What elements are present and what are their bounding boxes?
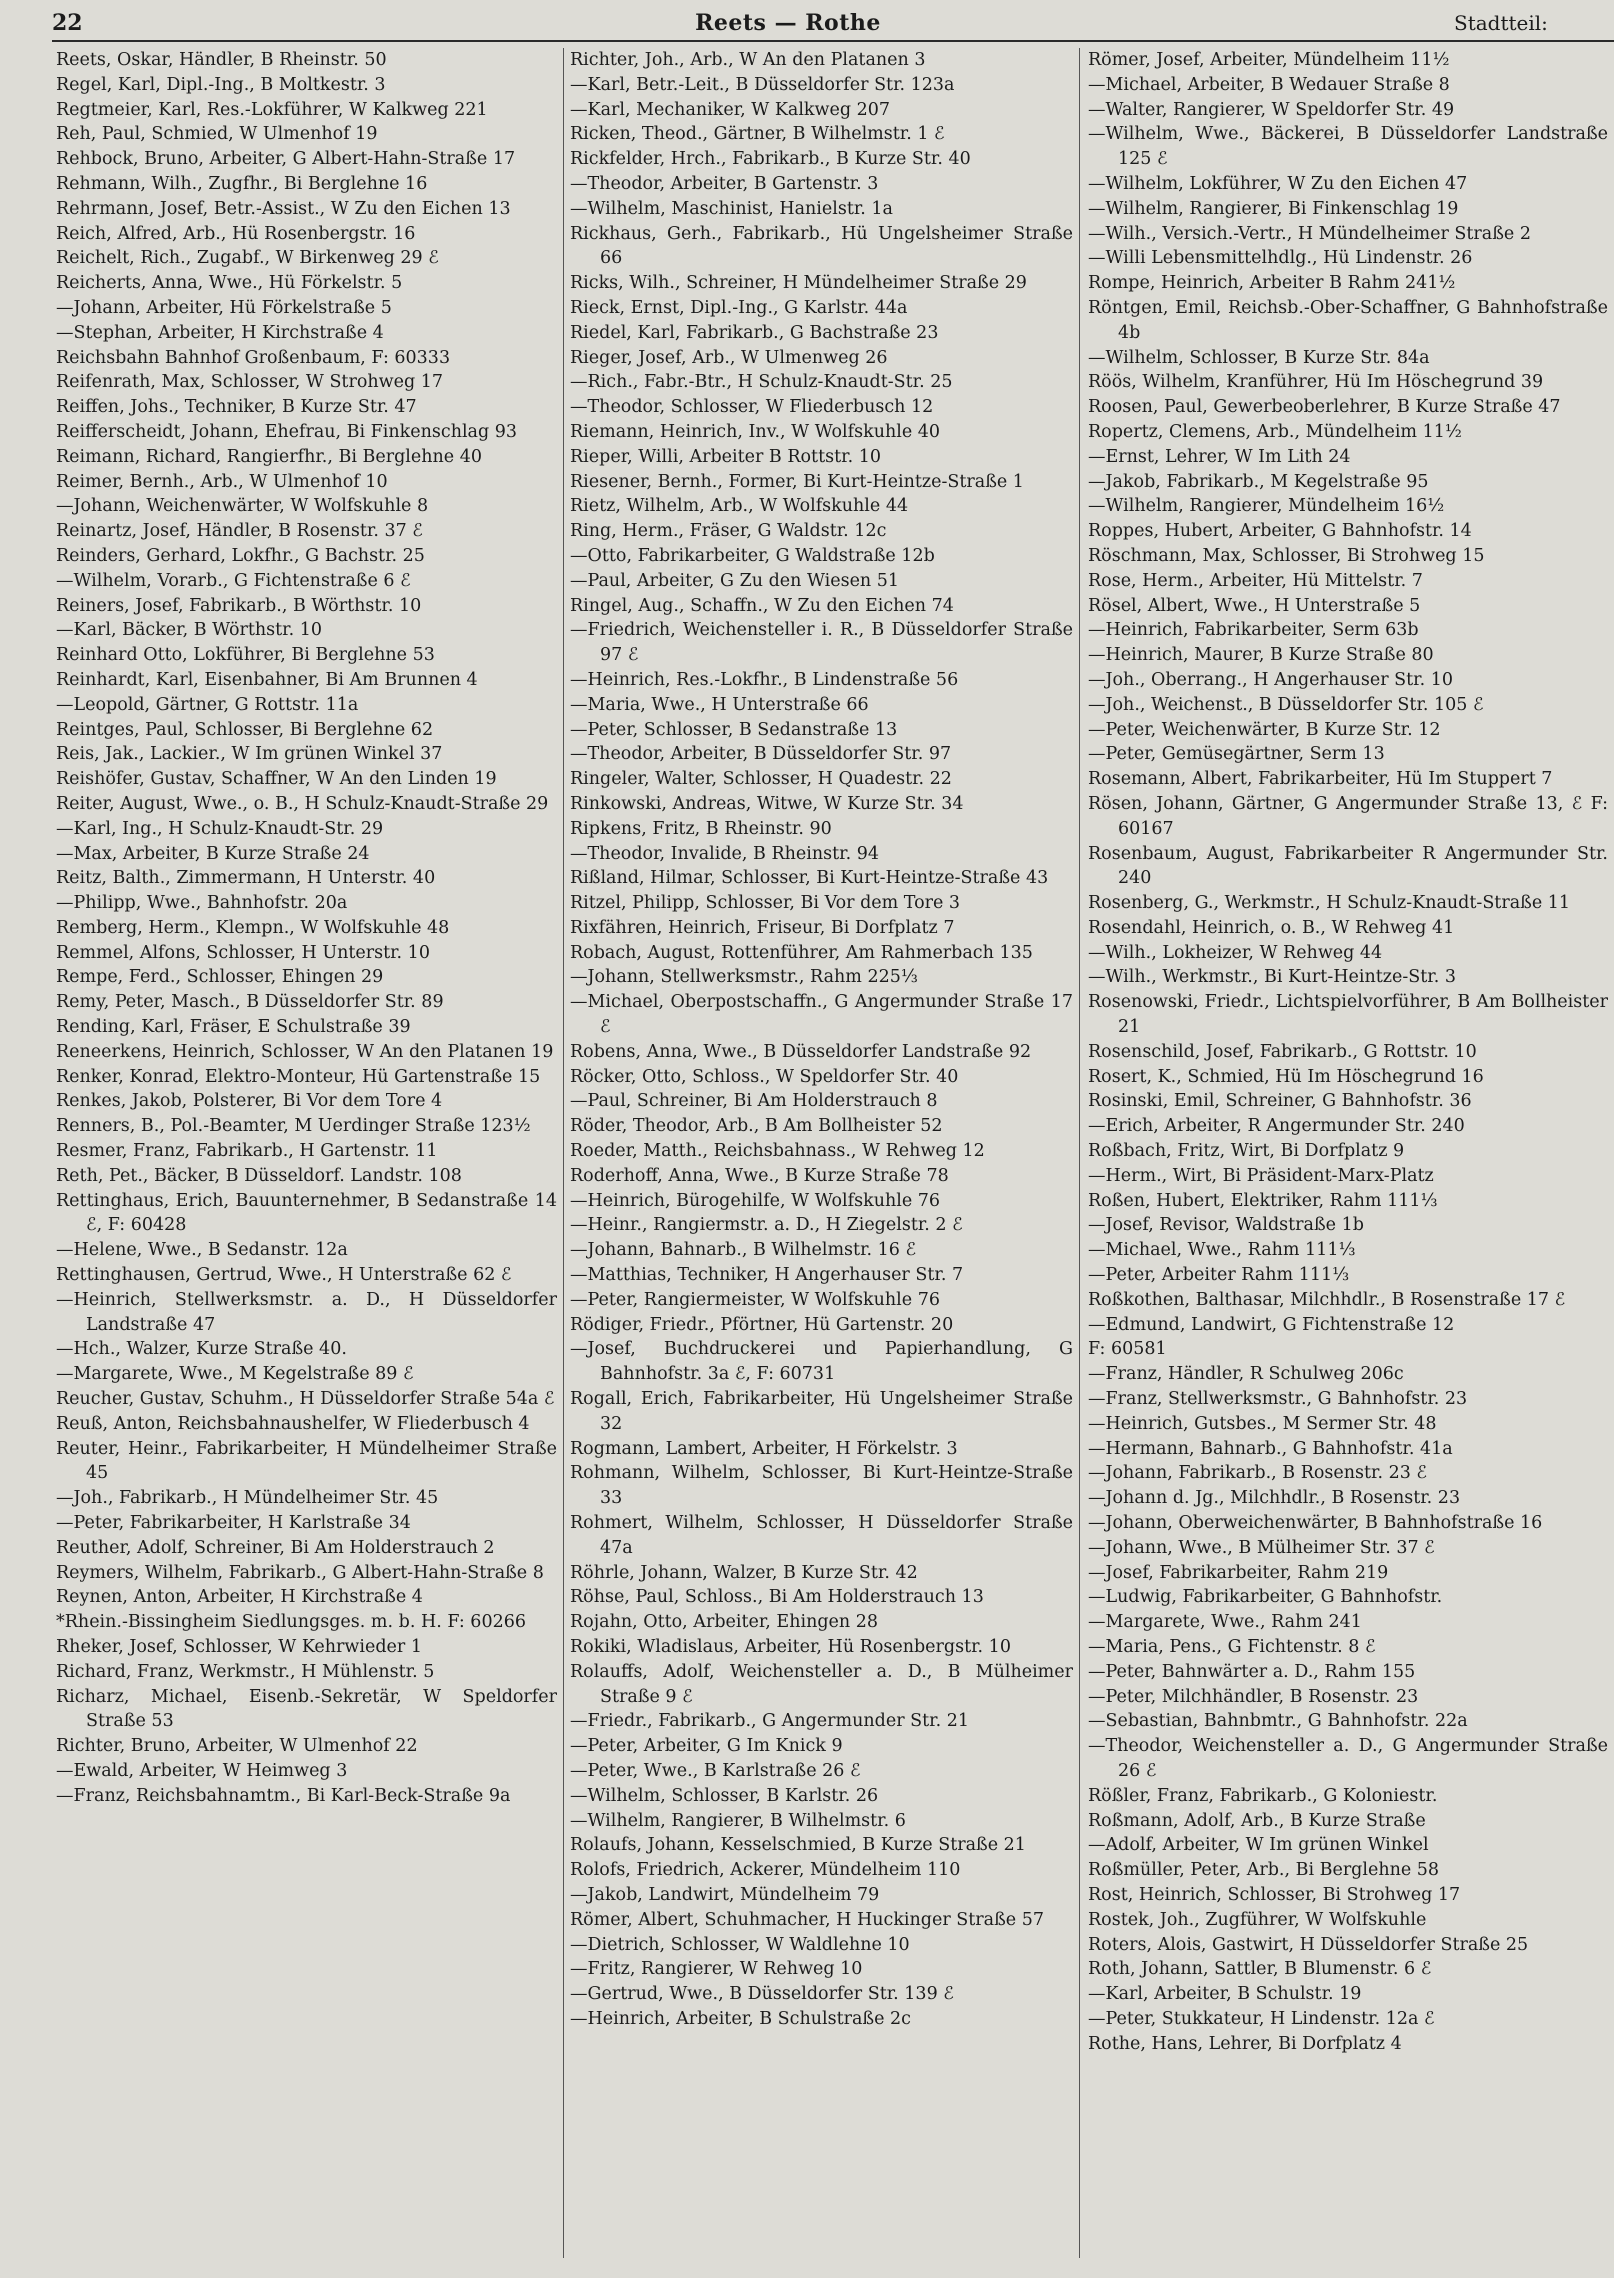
directory-entry: —Michael, Arbeiter, B Wedauer Straße 8 xyxy=(1088,74,1450,95)
directory-entry: Rojahn, Otto, Arbeiter, Ehingen 28 xyxy=(570,1612,879,1633)
directory-entry: —Joh., Fabrikarb., H Mündelheimer Str. 45 xyxy=(56,1488,439,1509)
directory-entry: Ringel, Aug., Schaffn., W Zu den Eichen 74 xyxy=(570,595,954,616)
directory-entry: —Wilhelm, Rangierer, B Wilhelmstr. 6 xyxy=(570,1810,906,1831)
directory-entry: —Wilhelm, Lokführer, W Zu den Eichen 47 xyxy=(1088,173,1468,194)
directory-entry: Rinkowski, Andreas, Witwe, W Kurze Str. 34 xyxy=(570,793,964,814)
directory-entry: Roppes, Hubert, Arbeiter, G Bahnhofstr. 14 xyxy=(1088,521,1472,542)
directory-entry: Roßbach, Fritz, Wirt, Bi Dorfplatz 9 xyxy=(1088,1141,1405,1162)
directory-entry: —Erich, Arbeiter, R Angermunder Str. 240 xyxy=(1088,1116,1465,1137)
directory-entry: Remmel, Alfons, Schlosser, H Unterstr. 10 xyxy=(56,942,430,963)
directory-entry: Rolofs, Friedrich, Ackerer, Mündelheim 110 xyxy=(570,1860,961,1881)
directory-entry: —Theodor, Weichensteller a. D., G Angermunder Straße 26 ℰ xyxy=(1088,1736,1608,1781)
directory-entry: —Johann, Weichenwärter, W Wolfskuhle 8 xyxy=(56,496,429,517)
column-3 xyxy=(1080,48,1614,2258)
directory-entry: Reynen, Anton, Arbeiter, H Kirchstraße 4 xyxy=(56,1587,423,1608)
directory-entry: Remberg, Herm., Klempn., W Wolfskuhle 48 xyxy=(56,917,450,938)
directory-entry: Rosenbaum, August, Fabrikarbeiter R Angermunder Str. 240 xyxy=(1088,843,1608,889)
directory-entry: Rietz, Wilhelm, Arb., W Wolfskuhle 44 xyxy=(570,496,909,517)
directory-entry: —Paul, Arbeiter, G Zu den Wiesen 51 xyxy=(570,570,900,591)
directory-entry: —Joh., Oberrang., H Angerhauser Str. 10 xyxy=(1088,669,1453,690)
directory-entry: Ricken, Theod., Gärtner, B Wilhelmstr. 1 ℰ xyxy=(570,124,945,145)
directory-entry: Roters, Alois, Gastwirt, H Düsseldorfer Straße 25 xyxy=(1088,1934,1529,1955)
directory-entry: —Peter, Arbeiter Rahm 111⅓ xyxy=(1088,1265,1350,1286)
directory-entry: —Karl, Mechaniker, W Kalkweg 207 xyxy=(570,99,891,120)
directory-entry: —Franz, Reichsbahnamtm., Bi Karl-Beck-Straße 9a xyxy=(56,1785,511,1806)
directory-entry: Reuther, Adolf, Schreiner, Bi Am Holderstrauch 2 xyxy=(56,1537,495,1558)
directory-entry: —Wilh., Werkmstr., Bi Kurt-Heintze-Str. 3 xyxy=(1088,967,1456,988)
directory-entry: Reifferscheidt, Johann, Ehefrau, Bi Finkenschlag 93 xyxy=(56,421,518,442)
directory-entry: Röder, Theodor, Arb., B Am Bollheister 52 xyxy=(570,1116,943,1137)
directory-entry: —Matthias, Techniker, H Angerhauser Str. 7 xyxy=(570,1265,964,1286)
directory-entry: —Peter, Gemüsegärtner, Serm 13 xyxy=(1088,744,1385,765)
directory-entry: —Peter, Weichenwärter, B Kurze Str. 12 xyxy=(1088,719,1441,740)
directory-entry: —Michael, Wwe., Rahm 111⅓ xyxy=(1088,1240,1356,1261)
directory-entry: Rieger, Josef, Arb., W Ulmenweg 26 xyxy=(570,347,888,368)
directory-entry: —Herm., Wirt, Bi Präsident-Marx-Platz xyxy=(1088,1165,1434,1186)
directory-entry: Roßmann, Adolf, Arb., B Kurze Straße xyxy=(1088,1810,1426,1831)
directory-entry: Ricks, Wilh., Schreiner, H Mündelheimer Straße 29 xyxy=(570,273,1027,294)
directory-entry: —Franz, Stellwerksmstr., G Bahnhofstr. 23 xyxy=(1088,1389,1468,1410)
directory-entry: Reneerkens, Heinrich, Schlosser, W An den Platanen 19 xyxy=(56,1041,554,1062)
directory-entry: —Peter, Bahnwärter a. D., Rahm 155 xyxy=(1088,1661,1416,1682)
directory-entry: Röhse, Paul, Schloss., Bi Am Holderstrauch 13 xyxy=(570,1587,984,1608)
directory-entry: Rosemann, Albert, Fabrikarbeiter, Hü Im Stuppert 7 xyxy=(1088,769,1553,790)
header-right-text: Stadtteil: xyxy=(1454,11,1548,35)
directory-entry: —Heinrich, Arbeiter, B Schulstraße 2c xyxy=(570,2008,911,2029)
directory-entry: —Friedrich, Weichensteller i. R., B Düsseldorfer Straße 97 ℰ xyxy=(570,620,1073,666)
directory-entry: Reth, Pet., Bäcker, B Düsseldorf. Landstr. 108 xyxy=(56,1165,462,1186)
directory-entry: —Wilhelm, Schlosser, B Kurze Str. 84a xyxy=(1088,347,1430,368)
directory-entry: —Karl, Ing., H Schulz-Knaudt-Str. 29 xyxy=(56,818,384,839)
directory-entry: —Johann, Fabrikarb., B Rosenstr. 23 ℰ xyxy=(1088,1463,1428,1484)
page-header xyxy=(52,8,1614,38)
directory-entry: —Karl, Betr.-Leit., B Düsseldorfer Str. 123a xyxy=(570,74,955,95)
directory-entry: Robens, Anna, Wwe., B Düsseldorfer Landstraße 92 xyxy=(570,1041,1032,1062)
directory-entry: —Paul, Schreiner, Bi Am Holderstrauch 8 xyxy=(570,1091,938,1112)
directory-entry: Rostek, Joh., Zugführer, W Wolfskuhle xyxy=(1088,1909,1427,1930)
directory-entry: Richarz, Michael, Eisenb.-Sekretär, W Speldorfer Straße 53 xyxy=(56,1686,557,1732)
directory-entry: —Adolf, Arbeiter, W Im grünen Winkel xyxy=(1088,1835,1429,1856)
directory-entry: Reinhard Otto, Lokführer, Bi Berglehne 53 xyxy=(56,645,435,666)
directory-entry: —Heinrich, Gutsbes., M Sermer Str. 48 xyxy=(1088,1413,1437,1434)
directory-entry: —Hch., Walzer, Kurze Straße 40. xyxy=(56,1339,347,1360)
directory-entry: Riesener, Bernh., Former, Bi Kurt-Heintze-Straße 1 xyxy=(570,471,1024,492)
directory-entry: Römer, Albert, Schuhmacher, H Huckinger Straße 57 xyxy=(570,1909,1044,1930)
directory-entry: Rieck, Ernst, Dipl.-Ing., G Karlstr. 44a xyxy=(570,297,908,318)
directory-entry: —Peter, Rangiermeister, W Wolfskuhle 76 xyxy=(570,1289,940,1310)
directory-entry: —Theodor, Arbeiter, B Gartenstr. 3 xyxy=(570,173,879,194)
directory-entry: —Wilh., Lokheizer, W Rehweg 44 xyxy=(1088,942,1383,963)
directory-entry: —Karl, Arbeiter, B Schulstr. 19 xyxy=(1088,1984,1362,2005)
directory-entry: Rolauffs, Adolf, Weichensteller a. D., B Mülheimer Straße 9 ℰ xyxy=(570,1661,1073,1707)
directory-entry: Röcker, Otto, Schloss., W Speldorfer Str. 40 xyxy=(570,1066,959,1087)
directory-entry: —Peter, Wwe., B Karlstraße 26 ℰ xyxy=(570,1760,861,1781)
directory-entry: —Ernst, Lehrer, W Im Lith 24 xyxy=(1088,446,1351,467)
directory-entry: —Josef, Fabrikarbeiter, Rahm 219 xyxy=(1088,1562,1389,1583)
directory-entry: Rößler, Franz, Fabrikarb., G Koloniestr. xyxy=(1088,1785,1438,1806)
directory-entry: Reitz, Balth., Zimmermann, H Unterstr. 40 xyxy=(56,868,436,889)
directory-entry: Renners, B., Pol.-Beamter, M Uerdinger Straße 123½ xyxy=(56,1116,531,1137)
directory-entry: Rosenberg, G., Werkmstr., H Schulz-Knaudt-Straße 11 xyxy=(1088,893,1571,914)
directory-entry: Roßmüller, Peter, Arb., Bi Berglehne 58 xyxy=(1088,1860,1440,1881)
directory-entry: Renkes, Jakob, Polsterer, Bi Vor dem Tore 4 xyxy=(56,1091,443,1112)
directory-entry: Ring, Herm., Fräser, G Waldstr. 12c xyxy=(570,521,887,542)
directory-entry: F: 60581 xyxy=(1088,1339,1167,1360)
directory-entry: Roderhoff, Anna, Wwe., B Kurze Straße 78 xyxy=(570,1165,949,1186)
directory-entry: Rothe, Hans, Lehrer, Bi Dorfplatz 4 xyxy=(1088,2033,1402,2054)
directory-entry: *Rhein.-Bissingheim Siedlungsges. m. b. H. F: 60266 xyxy=(56,1612,526,1633)
directory-entry: —Peter, Stukkateur, H Lindenstr. 12a ℰ xyxy=(1088,2008,1435,2029)
directory-entry: —Friedr., Fabrikarb., G Angermunder Str. 21 xyxy=(570,1711,969,1732)
directory-entry: Reintges, Paul, Schlosser, Bi Berglehne 62 xyxy=(56,719,434,740)
directory-entry: —Hermann, Bahnarb., G Bahnhofstr. 41a xyxy=(1088,1438,1453,1459)
directory-entry: Rettinghaus, Erich, Bauunternehmer, B Sedanstraße 14 ℰ, F: 60428 xyxy=(56,1190,557,1236)
directory-entry: —Karl, Bäcker, B Wörthstr. 10 xyxy=(56,620,322,641)
directory-entry: —Otto, Fabrikarbeiter, G Waldstraße 12b xyxy=(570,545,935,566)
directory-entry: Rosert, K., Schmied, Hü Im Höschegrund 16 xyxy=(1088,1066,1484,1087)
directory-entry: —Peter, Milchhändler, B Rosenstr. 23 xyxy=(1088,1686,1419,1707)
directory-entry: Rickfelder, Hrch., Fabrikarb., B Kurze Str. 40 xyxy=(570,149,971,170)
directory-entry: Rohmann, Wilhelm, Schlosser, Bi Kurt-Heintze-Straße 33 xyxy=(570,1463,1073,1509)
directory-entry: —Josef, Revisor, Waldstraße 1b xyxy=(1088,1215,1364,1236)
directory-entry: Roßkothen, Balthasar, Milchhdlr., B Rosenstraße 17 ℰ xyxy=(1088,1289,1566,1310)
directory-entry: Reifenrath, Max, Schlosser, W Strohweg 17 xyxy=(56,372,443,393)
page-number: 22 xyxy=(52,10,83,36)
directory-entry: Rost, Heinrich, Schlosser, Bi Strohweg 17 xyxy=(1088,1884,1461,1905)
directory-entry: —Edmund, Landwirt, G Fichtenstraße 12 xyxy=(1088,1314,1455,1335)
directory-entry: Rosenowski, Friedr., Lichtspielvorführer, B Am Bollheister 21 xyxy=(1088,992,1608,1038)
directory-entry: —Wilhelm, Maschinist, Hanielstr. 1a xyxy=(570,198,893,219)
directory-entry: —Johann, Arbeiter, Hü Förkelstraße 5 xyxy=(56,297,392,318)
directory-entry: Rempe, Ferd., Schlosser, Ehingen 29 xyxy=(56,967,384,988)
directory-entry: —Heinrich, Maurer, B Kurze Straße 80 xyxy=(1088,645,1434,666)
directory-entry: Reinartz, Josef, Händler, B Rosenstr. 37 ℰ xyxy=(56,521,423,542)
directory-entry: —Peter, Arbeiter, G Im Knick 9 xyxy=(570,1736,843,1757)
directory-entry: Riedel, Karl, Fabrikarb., G Bachstraße 23 xyxy=(570,322,939,343)
directory-entry: —Wilhelm, Rangierer, Bi Finkenschlag 19 xyxy=(1088,198,1459,219)
directory-entry: Roßen, Hubert, Elektriker, Rahm 111⅓ xyxy=(1088,1190,1438,1211)
directory-entry: Roeder, Matth., Reichsbahnass., W Rehweg 12 xyxy=(570,1141,985,1162)
columns xyxy=(52,48,1614,2258)
directory-entry: —Margarete, Wwe., Rahm 241 xyxy=(1088,1612,1362,1633)
directory-entry: Reimann, Richard, Rangierfhr., Bi Berglehne 40 xyxy=(56,446,482,467)
directory-entry: —Michael, Oberpostschaffn., G Angermunder Straße 17 ℰ xyxy=(570,992,1073,1038)
directory-entry: Renker, Konrad, Elektro-Monteur, Hü Gartenstraße 15 xyxy=(56,1066,541,1087)
directory-entry: Rißland, Hilmar, Schlosser, Bi Kurt-Heintze-Straße 43 xyxy=(570,868,1049,889)
directory-entry: Roosen, Paul, Gewerbeoberlehrer, B Kurze Straße 47 xyxy=(1088,397,1561,418)
directory-entry: Rieper, Willi, Arbeiter B Rottstr. 10 xyxy=(570,446,881,467)
directory-entry: Reinhardt, Karl, Eisenbahner, Bi Am Brunnen 4 xyxy=(56,669,478,690)
directory-entry: Rolaufs, Johann, Kesselschmied, B Kurze Straße 21 xyxy=(570,1835,1026,1856)
directory-entry: Regel, Karl, Dipl.-Ing., B Moltkestr. 3 xyxy=(56,74,386,95)
directory-entry: Reucher, Gustav, Schuhm., H Düsseldorfer Straße 54a ℰ xyxy=(56,1389,555,1410)
directory-entry: Roth, Johann, Sattler, B Blumenstr. 6 ℰ xyxy=(1088,1959,1432,1980)
directory-entry: Rehbock, Bruno, Arbeiter, G Albert-Hahn-Straße 17 xyxy=(56,149,516,170)
directory-entry: Röschmann, Max, Schlosser, Bi Strohweg 15 xyxy=(1088,545,1485,566)
directory-entry: —Sebastian, Bahnbmtr., G Bahnhofstr. 22a xyxy=(1088,1711,1468,1732)
directory-entry: —Willi Lebensmittelhdlg., Hü Lindenstr. 26 xyxy=(1088,248,1473,269)
directory-entry: Ringeler, Walter, Schlosser, H Quadestr. 22 xyxy=(570,769,952,790)
directory-entry: —Fritz, Rangierer, W Rehweg 10 xyxy=(570,1959,863,1980)
directory-entry: Reichelt, Rich., Zugabf., W Birkenweg 29 ℰ xyxy=(56,248,439,269)
directory-entry: Reicherts, Anna, Wwe., Hü Förkelstr. 5 xyxy=(56,273,403,294)
directory-entry: Reichsbahn Bahnhof Großenbaum, F: 60333 xyxy=(56,347,451,368)
directory-entry: —Johann, Bahnarb., B Wilhelmstr. 16 ℰ xyxy=(570,1240,917,1261)
directory-entry: —Wilhelm, Wwe., Bäckerei, B Düsseldorfer Landstraße 125 ℰ xyxy=(1088,124,1608,170)
directory-entry: Richard, Franz, Werkmstr., H Mühlenstr. 5 xyxy=(56,1661,435,1682)
directory-entry: —Leopold, Gärtner, G Rottstr. 11a xyxy=(56,694,359,715)
directory-entry: Reich, Alfred, Arb., Hü Rosenbergstr. 16 xyxy=(56,223,416,244)
directory-entry: Rösel, Albert, Wwe., H Unterstraße 5 xyxy=(1088,595,1421,616)
directory-entry: Reiners, Josef, Fabrikarb., B Wörthstr. 10 xyxy=(56,595,422,616)
directory-entry: Römer, Josef, Arbeiter, Mündelheim 11½ xyxy=(1088,50,1450,70)
directory-entry: —Maria, Wwe., H Unterstraße 66 xyxy=(570,694,869,715)
directory-entry: —Johann, Stellwerksmstr., Rahm 225⅓ xyxy=(570,967,918,988)
directory-entry: —Theodor, Schlosser, W Fliederbusch 12 xyxy=(570,397,934,418)
directory-entry: —Wilhelm, Rangierer, Mündelheim 16½ xyxy=(1088,496,1445,517)
directory-entry: —Heinrich, Bürogehilfe, W Wolfskuhle 76 xyxy=(570,1190,941,1211)
directory-entry: Reuß, Anton, Reichsbahnaushelfer, W Fliederbusch 4 xyxy=(56,1413,530,1434)
directory-entry: —Gertrud, Wwe., B Düsseldorfer Str. 139 ℰ xyxy=(570,1984,954,2005)
directory-entry: Rehrmann, Josef, Betr.-Assist., W Zu den Eichen 13 xyxy=(56,198,511,219)
directory-entry: Ripkens, Fritz, B Rheinstr. 90 xyxy=(570,818,832,839)
directory-entry: —Heinrich, Stellwerksmstr. a. D., H Düsseldorfer Landstraße 47 xyxy=(56,1289,557,1335)
directory-entry: Reis, Jak., Lackier., W Im grünen Winkel 37 xyxy=(56,744,443,765)
directory-entry: Regtmeier, Karl, Res.-Lokführer, W Kalkweg 221 xyxy=(56,99,488,120)
directory-entry: —Johann, Oberweichenwärter, B Bahnhofstraße 16 xyxy=(1088,1513,1543,1534)
directory-entry: —Wilh., Versich.-Vertr., H Mündelheimer Straße 2 xyxy=(1088,223,1531,244)
directory-entry: —Josef, Buchdruckerei und Papierhandlung, G Bahnhofstr. 3a ℰ, F: 60731 xyxy=(570,1339,1073,1385)
directory-entry: Rohmert, Wilhelm, Schlosser, H Düsseldorfer Straße 47a xyxy=(570,1513,1073,1558)
directory-entry: Rehmann, Wilh., Zugfhr., Bi Berglehne 16 xyxy=(56,173,428,194)
directory-entry: Rödiger, Friedr., Pförtner, Hü Gartenstr. 20 xyxy=(570,1314,954,1335)
directory-entry: Rosendahl, Heinrich, o. B., W Rehweg 41 xyxy=(1088,917,1455,938)
directory-entry: Richter, Joh., Arb., W An den Platanen 3 xyxy=(570,50,926,70)
directory-entry: —Johann, Wwe., B Mülheimer Str. 37 ℰ xyxy=(1088,1537,1435,1558)
directory-entry: Rixfähren, Heinrich, Friseur, Bi Dorfplatz 7 xyxy=(570,917,955,938)
directory-entry: Rettinghausen, Gertrud, Wwe., H Unterstraße 62 ℰ xyxy=(56,1265,512,1286)
directory-entry: Reinders, Gerhard, Lokfhr., G Bachstr. 25 xyxy=(56,545,425,566)
directory-entry: —Theodor, Arbeiter, B Düsseldorfer Str. 97 xyxy=(570,744,952,765)
directory-entry: —Jakob, Fabrikarb., M Kegelstraße 95 xyxy=(1088,471,1429,492)
directory-entry: Reiter, August, Wwe., o. B., H Schulz-Knaudt-Straße 29 xyxy=(56,793,549,814)
directory-entry: Reymers, Wilhelm, Fabrikarb., G Albert-Hahn-Straße 8 xyxy=(56,1562,544,1583)
directory-entry: Resmer, Franz, Fabrikarb., H Gartenstr. 11 xyxy=(56,1141,438,1162)
directory-entry: —Dietrich, Schlosser, W Waldlehne 10 xyxy=(570,1934,910,1955)
directory-entry: Reets, Oskar, Händler, B Rheinstr. 50 xyxy=(56,50,387,70)
directory-entry: Rogmann, Lambert, Arbeiter, H Förkelstr. 3 xyxy=(570,1438,958,1459)
directory-entry: —Heinr., Rangiermstr. a. D., H Ziegelstr. 2 ℰ xyxy=(570,1215,963,1236)
directory-entry: —Margarete, Wwe., M Kegelstraße 89 ℰ xyxy=(56,1364,414,1385)
directory-entry: Rose, Herm., Arbeiter, Hü Mittelstr. 7 xyxy=(1088,570,1423,591)
directory-entry: —Maria, Pens., G Fichtenstr. 8 ℰ xyxy=(1088,1637,1376,1657)
directory-entry: Richter, Bruno, Arbeiter, W Ulmenhof 22 xyxy=(56,1736,418,1757)
directory-entry: —Helene, Wwe., B Sedanstr. 12a xyxy=(56,1240,348,1261)
directory-entry: —Rich., Fabr.-Btr., H Schulz-Knaudt-Str. 25 xyxy=(570,372,953,393)
directory-entry: Reimer, Bernh., Arb., W Ulmenhof 10 xyxy=(56,471,388,492)
column-2 xyxy=(564,48,1080,2258)
directory-entry: Rokiki, Wladislaus, Arbeiter, Hü Rosenbergstr. 10 xyxy=(570,1637,1011,1657)
directory-entry: —Heinrich, Res.-Lokfhr., B Lindenstraße 56 xyxy=(570,669,959,690)
directory-entry: —Walter, Rangierer, W Speldorfer Str. 49 xyxy=(1088,99,1455,120)
directory-entry: Robach, August, Rottenführer, Am Rahmerbach 135 xyxy=(570,942,1033,963)
column-1 xyxy=(52,48,564,2258)
directory-entry: —Wilhelm, Vorarb., G Fichtenstraße 6 ℰ xyxy=(56,570,411,591)
directory-entry: Rösen, Johann, Gärtner, G Angermunder Straße 13, ℰ F: 60167 xyxy=(1088,793,1608,839)
directory-entry: —Ewald, Arbeiter, W Heimweg 3 xyxy=(56,1760,348,1781)
page-title: Reets — Rothe xyxy=(695,10,881,36)
directory-entry: Röntgen, Emil, Reichsb.-Ober-Schaffner, G Bahnhofstraße 4b xyxy=(1088,297,1608,343)
directory-entry: —Ludwig, Fabrikarbeiter, G Bahnhofstr. xyxy=(1088,1587,1443,1608)
directory-entry: Reiffen, Johs., Techniker, B Kurze Str. 47 xyxy=(56,397,417,418)
directory-entry: —Joh., Weichenst., B Düsseldorfer Str. 105 ℰ xyxy=(1088,694,1484,715)
directory-entry: Rheker, Josef, Schlosser, W Kehrwieder 1 xyxy=(56,1637,422,1657)
directory-entry: Rogall, Erich, Fabrikarbeiter, Hü Ungelsheimer Straße 32 xyxy=(570,1389,1073,1434)
directory-entry: —Jakob, Landwirt, Mündelheim 79 xyxy=(570,1884,880,1905)
directory-entry: —Theodor, Invalide, B Rheinstr. 94 xyxy=(570,843,879,864)
directory-entry: Reh, Paul, Schmied, W Ulmenhof 19 xyxy=(56,124,378,145)
directory-entry: Rosinski, Emil, Schreiner, G Bahnhofstr. 36 xyxy=(1088,1091,1472,1112)
directory-entry: —Franz, Händler, R Schulweg 206c xyxy=(1088,1364,1404,1385)
directory-entry: Röös, Wilhelm, Kranführer, Hü Im Höschegrund 39 xyxy=(1088,372,1544,393)
directory-entry: —Max, Arbeiter, B Kurze Straße 24 xyxy=(56,843,370,864)
directory-entry: Remy, Peter, Masch., B Düsseldorfer Str. 89 xyxy=(56,992,444,1013)
directory-entry: —Peter, Fabrikarbeiter, H Karlstraße 34 xyxy=(56,1513,411,1534)
directory-entry: Ropertz, Clemens, Arb., Mündelheim 11½ xyxy=(1088,421,1462,442)
header-rule xyxy=(52,40,1614,42)
directory-entry: Reuter, Heinr., Fabrikarbeiter, H Mündelheimer Straße 45 xyxy=(56,1438,557,1484)
directory-entry: —Philipp, Wwe., Bahnhofstr. 20a xyxy=(56,893,348,914)
directory-entry: Röhrle, Johann, Walzer, B Kurze Str. 42 xyxy=(570,1562,918,1583)
directory-entry: Rompe, Heinrich, Arbeiter B Rahm 241½ xyxy=(1088,273,1456,294)
directory-entry: —Stephan, Arbeiter, H Kirchstraße 4 xyxy=(56,322,384,343)
directory-entry: —Johann d. Jg., Milchhdlr., B Rosenstr. 23 xyxy=(1088,1488,1461,1509)
directory-entry: Ritzel, Philipp, Schlosser, Bi Vor dem Tore 3 xyxy=(570,893,961,914)
directory-entry: Reishöfer, Gustav, Schaffner, W An den Linden 19 xyxy=(56,769,497,790)
directory-entry: —Heinrich, Fabrikarbeiter, Serm 63b xyxy=(1088,620,1419,641)
directory-entry: Rickhaus, Gerh., Fabrikarb., Hü Ungelsheimer Straße 66 xyxy=(570,223,1073,269)
directory-entry: —Wilhelm, Schlosser, B Karlstr. 26 xyxy=(570,1785,879,1806)
directory-entry: —Peter, Schlosser, B Sedanstraße 13 xyxy=(570,719,898,740)
directory-entry: Rosenschild, Josef, Fabrikarb., G Rottstr. 10 xyxy=(1088,1041,1477,1062)
directory-entry: Riemann, Heinrich, Inv., W Wolfskuhle 40 xyxy=(570,421,941,442)
directory-entry: Rending, Karl, Fräser, E Schulstraße 39 xyxy=(56,1017,411,1038)
